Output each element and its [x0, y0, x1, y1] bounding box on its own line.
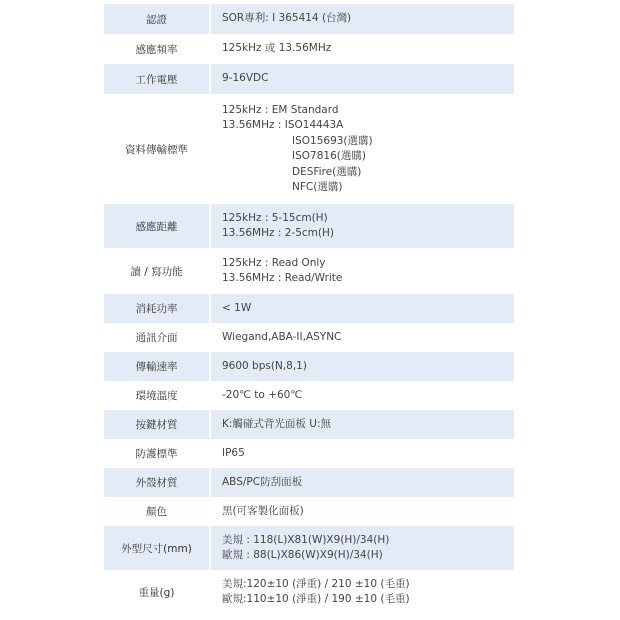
spec-label: 讀 / 寫功能 — [104, 248, 211, 294]
spec-value-line: -20℃ to +60℃ — [222, 388, 303, 401]
spec-value — [211, 94, 514, 204]
spec-value-line: 9-16VDC — [222, 72, 269, 85]
spec-row — [104, 410, 514, 439]
spec-value — [211, 4, 514, 34]
spec-label: 顏色 — [104, 497, 211, 526]
spec-value — [211, 294, 514, 323]
spec-row — [104, 294, 514, 323]
spec-value — [211, 381, 514, 410]
spec-row — [104, 439, 514, 468]
spec-value — [211, 204, 514, 248]
spec-value-line: ABS/PC防刮面板 — [222, 475, 303, 488]
spec-label: 資料傳輸標準 — [104, 94, 211, 204]
spec-value-line: 美規 : 118(L)X81(W)X9(H)/34(H) — [222, 533, 390, 546]
spec-label: 按鍵材質 — [104, 410, 211, 439]
spec-value-line: < 1W — [222, 301, 252, 314]
spec-label: 工作電壓 — [104, 64, 211, 94]
spec-row — [104, 248, 514, 294]
spec-value-line: 歐規 : 88(L)X86(W)X9(H)/34(H) — [222, 549, 383, 561]
spec-label: 外殼材質 — [104, 468, 211, 497]
spec-value — [211, 439, 514, 468]
spec-row — [104, 381, 514, 410]
spec-row — [104, 526, 514, 570]
spec-label: 重量(g) — [104, 570, 211, 614]
spec-value-line: 13.56MHz : Read/Write — [222, 272, 343, 284]
spec-value-line: DESFire(選購) — [292, 165, 362, 178]
spec-value-line: K:觸碰式背光面板 U:無 — [222, 417, 331, 430]
spec-value — [211, 352, 514, 381]
spec-label: 傳輸速率 — [104, 352, 211, 381]
spec-value — [211, 410, 514, 439]
spec-label: 感應頻率 — [104, 34, 211, 64]
spec-label: 認證 — [104, 4, 211, 34]
spec-value-line: IP65 — [222, 446, 245, 459]
spec-value-line: 9600 bps(N,8,1) — [222, 359, 307, 372]
spec-value — [211, 323, 514, 352]
spec-value-line: 125kHz 或 13.56MHz — [222, 42, 332, 55]
spec-value-line: ISO7816(選購) — [292, 150, 366, 162]
spec-label: 消耗功率 — [104, 294, 211, 323]
spec-row — [104, 497, 514, 526]
spec-value — [211, 526, 514, 570]
spec-value-line: ISO15693(選購) — [292, 134, 373, 147]
spec-value-line: 黑(可客製化面板) — [222, 504, 304, 517]
spec-value-line: SOR專利: I 365414 (台灣) — [222, 12, 352, 25]
spec-value — [211, 64, 514, 94]
spec-label: 通訊介面 — [104, 323, 211, 352]
spec-label: 環境溫度 — [104, 381, 211, 410]
spec-row — [104, 323, 514, 352]
spec-value-line: 125kHz : Read Only — [222, 256, 326, 269]
spec-label: 外型尺寸(mm) — [104, 526, 211, 570]
spec-row — [104, 4, 514, 34]
spec-value — [211, 248, 514, 294]
spec-table — [104, 4, 514, 614]
spec-value — [211, 497, 514, 526]
spec-value-line: NFC(選購) — [292, 181, 343, 193]
spec-label: 感應距離 — [104, 204, 211, 248]
spec-row — [104, 570, 514, 614]
spec-value-line: 美規:120±10 (淨重) / 210 ±10 (毛重) — [222, 577, 410, 590]
spec-value — [211, 34, 514, 64]
spec-row — [104, 94, 514, 204]
spec-value-line: 125kHz : EM Standard — [222, 103, 339, 116]
spec-value-line: 歐規:110±10 (淨重) / 190 ±10 (毛重) — [222, 593, 410, 605]
spec-value-line: 13.56MHz : ISO14443A — [222, 119, 344, 131]
spec-value — [211, 570, 514, 614]
spec-value — [211, 468, 514, 497]
spec-row — [104, 64, 514, 94]
spec-value-line: Wiegand,ABA-II,ASYNC — [222, 330, 342, 343]
spec-row — [104, 468, 514, 497]
spec-value-line: 125kHz : 5-15cm(H) — [222, 211, 328, 224]
spec-row — [104, 34, 514, 64]
spec-row — [104, 204, 514, 248]
spec-label: 防護標準 — [104, 439, 211, 468]
spec-row — [104, 352, 514, 381]
spec-value-line: 13.56MHz : 2-5cm(H) — [222, 227, 334, 239]
